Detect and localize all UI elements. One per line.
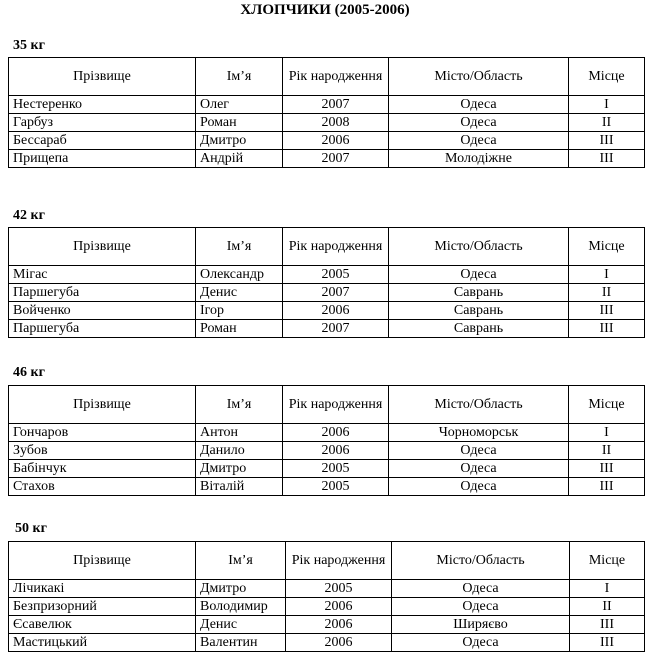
- table-row: [9, 150, 645, 168]
- results-table-50kg: [8, 541, 645, 652]
- city-cell: Одеса: [389, 460, 569, 478]
- table-row: [9, 114, 645, 132]
- header-year: Рік народження: [283, 386, 389, 424]
- name-cell: Антон: [196, 424, 283, 442]
- place-cell: III: [569, 150, 645, 168]
- header-city: Місто/Область: [392, 542, 570, 580]
- year-cell: 2007: [283, 150, 389, 168]
- page-title: ХЛОПЧИКИ (2005-2006): [240, 2, 410, 18]
- table-row: [9, 266, 645, 284]
- table-row: [9, 478, 645, 496]
- results-table-35kg: [8, 57, 645, 168]
- header-name: Ім’я: [196, 542, 286, 580]
- header-city: Місто/Область: [389, 58, 569, 96]
- city-cell: Одеса: [389, 114, 569, 132]
- header-surname: Прізвище: [9, 386, 196, 424]
- name-cell: Данило: [196, 442, 283, 460]
- surname-cell: Бессараб: [9, 132, 196, 150]
- city-cell: Одеса: [389, 442, 569, 460]
- header-name: Ім’я: [196, 58, 283, 96]
- place-cell: III: [569, 460, 645, 478]
- weight-category-label: 50 кг: [15, 521, 47, 536]
- year-cell: 2005: [286, 580, 392, 598]
- city-cell: Молодіжне: [389, 150, 569, 168]
- year-cell: 2006: [283, 424, 389, 442]
- name-cell: Олег: [196, 96, 283, 114]
- surname-cell: Гончаров: [9, 424, 196, 442]
- header-year: Рік народження: [286, 542, 392, 580]
- place-cell: III: [569, 320, 645, 338]
- year-cell: 2006: [286, 616, 392, 634]
- surname-cell: Паршегуба: [9, 320, 196, 338]
- header-city: Місто/Область: [389, 228, 569, 266]
- table-row: [9, 320, 645, 338]
- surname-cell: Паршегуба: [9, 284, 196, 302]
- year-cell: 2005: [283, 460, 389, 478]
- header-surname: Прізвище: [9, 228, 196, 266]
- header-place: Місце: [569, 58, 645, 96]
- header-place: Місце: [569, 386, 645, 424]
- name-cell: Валентин: [196, 634, 286, 652]
- name-cell: Роман: [196, 114, 283, 132]
- year-cell: 2008: [283, 114, 389, 132]
- place-cell: III: [569, 302, 645, 320]
- name-cell: Денис: [196, 284, 283, 302]
- header-place: Місце: [570, 542, 645, 580]
- header-name: Ім’я: [196, 386, 283, 424]
- city-cell: Одеса: [389, 266, 569, 284]
- name-cell: Роман: [196, 320, 283, 338]
- city-cell: Саврань: [389, 320, 569, 338]
- surname-cell: Мастицький: [9, 634, 196, 652]
- header-city: Місто/Область: [389, 386, 569, 424]
- weight-category-label: 42 кг: [13, 208, 45, 223]
- year-cell: 2006: [283, 132, 389, 150]
- year-cell: 2007: [283, 284, 389, 302]
- results-table-42kg: [8, 227, 645, 338]
- results-table-46kg: [8, 385, 645, 496]
- city-cell: Ширяєво: [392, 616, 570, 634]
- header-year: Рік народження: [283, 58, 389, 96]
- place-cell: I: [569, 96, 645, 114]
- surname-cell: Прищепа: [9, 150, 196, 168]
- table-row: [9, 96, 645, 114]
- city-cell: Одеса: [389, 478, 569, 496]
- name-cell: Дмитро: [196, 580, 286, 598]
- weight-category-label: 46 кг: [13, 365, 45, 380]
- surname-cell: Безпризорний: [9, 598, 196, 616]
- table-row: [9, 284, 645, 302]
- name-cell: Олександр: [196, 266, 283, 284]
- name-cell: Віталій: [196, 478, 283, 496]
- table-row: [9, 598, 645, 616]
- year-cell: 2006: [286, 634, 392, 652]
- place-cell: II: [570, 598, 645, 616]
- year-cell: 2006: [283, 302, 389, 320]
- weight-category-label: 35 кг: [13, 38, 45, 53]
- year-cell: 2007: [283, 320, 389, 338]
- surname-cell: Мігас: [9, 266, 196, 284]
- table-row: [9, 302, 645, 320]
- city-cell: Одеса: [389, 132, 569, 150]
- city-cell: Саврань: [389, 284, 569, 302]
- year-cell: 2005: [283, 266, 389, 284]
- place-cell: III: [569, 132, 645, 150]
- name-cell: Дмитро: [196, 460, 283, 478]
- header-year: Рік народження: [283, 228, 389, 266]
- surname-cell: Стахов: [9, 478, 196, 496]
- city-cell: Одеса: [392, 634, 570, 652]
- surname-cell: Зубов: [9, 442, 196, 460]
- place-cell: I: [569, 424, 645, 442]
- place-cell: III: [570, 616, 645, 634]
- place-cell: I: [570, 580, 645, 598]
- city-cell: Одеса: [392, 580, 570, 598]
- table-row: [9, 132, 645, 150]
- table-row: [9, 460, 645, 478]
- place-cell: III: [570, 634, 645, 652]
- city-cell: Одеса: [392, 598, 570, 616]
- surname-cell: Єсавелюк: [9, 616, 196, 634]
- table-row: [9, 424, 645, 442]
- header-surname: Прізвище: [9, 58, 196, 96]
- place-cell: I: [569, 266, 645, 284]
- table-row: [9, 580, 645, 598]
- table-row: [9, 442, 645, 460]
- surname-cell: Гарбуз: [9, 114, 196, 132]
- city-cell: Чорноморськ: [389, 424, 569, 442]
- year-cell: 2007: [283, 96, 389, 114]
- city-cell: Одеса: [389, 96, 569, 114]
- table-row: [9, 616, 645, 634]
- city-cell: Саврань: [389, 302, 569, 320]
- name-cell: Володимир: [196, 598, 286, 616]
- place-cell: II: [569, 442, 645, 460]
- table-row: [9, 634, 645, 652]
- name-cell: Денис: [196, 616, 286, 634]
- place-cell: II: [569, 114, 645, 132]
- year-cell: 2005: [283, 478, 389, 496]
- surname-cell: Лічикакі: [9, 580, 196, 598]
- surname-cell: Войченко: [9, 302, 196, 320]
- place-cell: II: [569, 284, 645, 302]
- year-cell: 2006: [286, 598, 392, 616]
- place-cell: III: [569, 478, 645, 496]
- surname-cell: Бабінчук: [9, 460, 196, 478]
- name-cell: Ігор: [196, 302, 283, 320]
- name-cell: Дмитро: [196, 132, 283, 150]
- header-name: Ім’я: [196, 228, 283, 266]
- surname-cell: Нестеренко: [9, 96, 196, 114]
- header-surname: Прізвище: [9, 542, 196, 580]
- header-place: Місце: [569, 228, 645, 266]
- year-cell: 2006: [283, 442, 389, 460]
- name-cell: Андрій: [196, 150, 283, 168]
